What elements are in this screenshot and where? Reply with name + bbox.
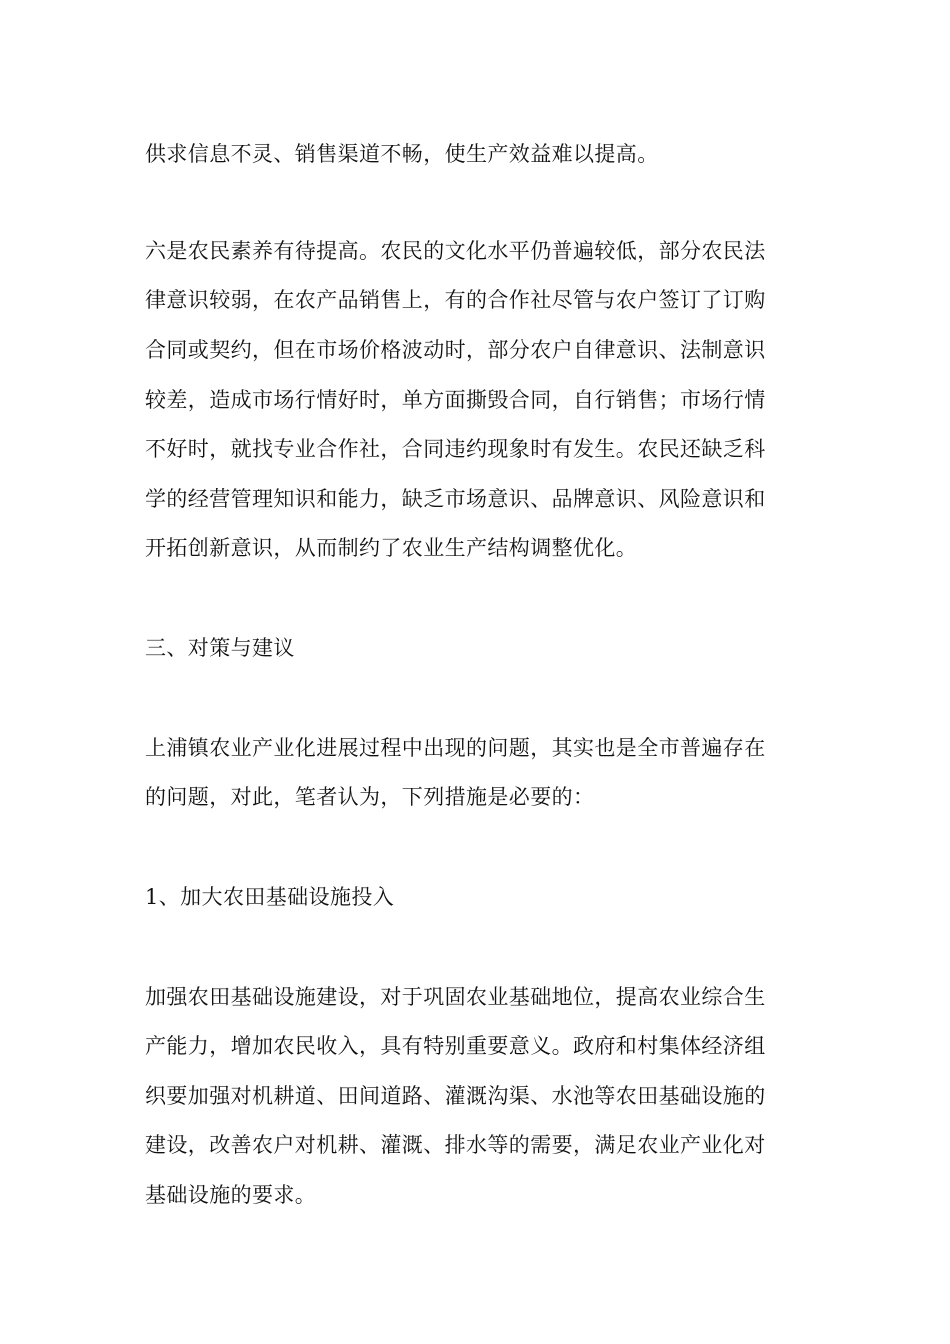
paragraph-line: 织要加强对机耕道、田间道路、灌溉沟渠、水池等农田基础设施的 <box>145 1084 766 1108</box>
paragraph-line: 建设，改善农户对机耕、灌溉、排水等的需要，满足农业产业化对 <box>145 1133 766 1157</box>
paragraph-line: 不好时，就找专业合作社，合同违约现象时有发生。农民还缺乏科 <box>145 437 766 461</box>
paragraph-line: 基础设施的要求。 <box>145 1183 317 1207</box>
paragraph-line: 的问题，对此，笔者认为，下列措施是必要的： <box>145 785 595 809</box>
paragraph-line: 上浦镇农业产业化进展过程中出现的问题，其实也是全市普遍存在 <box>145 736 766 760</box>
paragraph-line: 供求信息不灵、销售渠道不畅，使生产效益难以提高。 <box>145 142 659 166</box>
paragraph-line: 开拓创新意识，从而制约了农业生产结构调整优化。 <box>145 536 638 560</box>
paragraph-line: 六是农民素养有待提高。农民的文化水平仍普遍较低，部分农民法 <box>145 239 766 263</box>
paragraph-line: 加强农田基础设施建设，对于巩固农业基础地位，提高农业综合生 <box>145 985 766 1009</box>
paragraph-line: 学的经营管理知识和能力，缺乏市场意识、品牌意识、风险意识和 <box>145 487 766 511</box>
subsection-heading: 1、加大农田基础设施投入 <box>145 885 395 909</box>
paragraph-line: 较差，造成市场行情好时，单方面撕毁合同，自行销售；市场行情 <box>145 388 766 412</box>
paragraph-line: 合同或契约，但在市场价格波动时，部分农户自律意识、法制意识 <box>145 338 766 362</box>
paragraph-line: 产能力，增加农民收入，具有特别重要意义。政府和村集体经济组 <box>145 1034 766 1058</box>
section-heading: 三、对策与建议 <box>145 636 295 660</box>
paragraph-line: 律意识较弱，在农产品销售上，有的合作社尽管与农户签订了订购 <box>145 288 766 312</box>
